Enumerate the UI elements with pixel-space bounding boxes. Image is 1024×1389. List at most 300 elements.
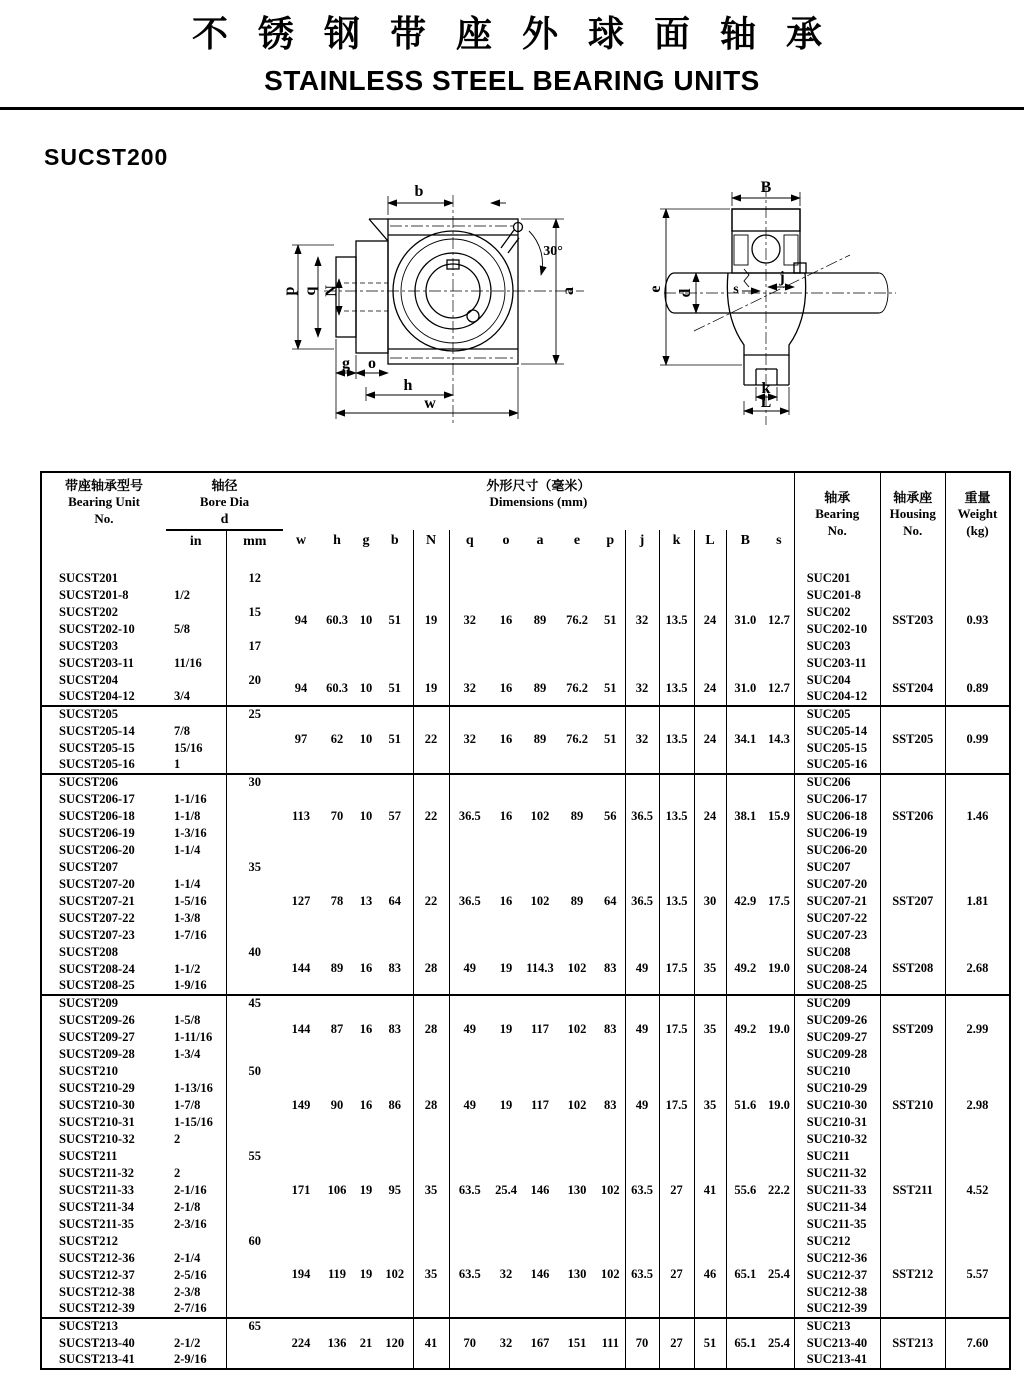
cell-bore-mm <box>226 723 283 740</box>
cell-bore-mm <box>226 825 283 842</box>
cell-bearing-no: SUC210-30 <box>794 1097 880 1114</box>
cell-dim-L: 24 <box>694 774 726 859</box>
cell-dim-q: 49 <box>449 944 490 995</box>
cell-dim-o: 16 <box>499 893 513 908</box>
dim-label-a: a <box>560 287 577 295</box>
cell-bearing-unit-no: SUCST202 <box>59 604 119 619</box>
cell-dim-k: 17.5 <box>659 995 694 1063</box>
cell-dim-e: 76.2 <box>558 706 596 774</box>
cell-dim-L: 41 <box>694 1148 726 1233</box>
dim-label-s: s <box>733 282 739 297</box>
cell-bore-mm: 45 <box>226 995 283 1012</box>
cell-dim-k: 27 <box>659 1318 694 1369</box>
cell-bearing-no: SUC212-36 <box>794 1250 880 1267</box>
subheader-a: a <box>536 533 544 548</box>
cell-bore-in <box>166 995 226 1012</box>
cell-dim-b: 83 <box>377 995 413 1063</box>
cell-bore-in: 2-9/16 <box>174 1352 207 1367</box>
cell-dim-q: 49 <box>463 1021 477 1036</box>
cell-bore-in: 2-7/16 <box>166 1301 226 1318</box>
cell-dim-B: 42.9 <box>734 893 757 908</box>
cell-weight-kg: 0.99 <box>945 706 1010 774</box>
cell-dim-B: 49.2 <box>726 944 764 995</box>
housing-en: Housing <box>889 506 936 522</box>
cell-dim-b: 86 <box>377 1063 413 1148</box>
cell-dim-w: 113 <box>291 809 311 824</box>
subheader-mm: mm <box>226 530 283 570</box>
cell-bearing-unit-no: SUCST205-16 <box>41 757 166 774</box>
cell-bore-in: 1-7/16 <box>174 927 207 942</box>
cell-dim-h: 78 <box>330 893 344 908</box>
grease-fitting <box>501 223 523 254</box>
cell-bore-in <box>166 1233 226 1250</box>
cell-bore-in: 2-1/8 <box>174 1199 201 1214</box>
cell-dim-g: 19 <box>359 1182 373 1197</box>
cell-bearing-unit-no: SUCST211-32 <box>59 1165 135 1180</box>
dim-label-w: w <box>424 395 436 412</box>
cell-bore-in: 1-1/16 <box>174 791 207 806</box>
cell-bore-in: 15/16 <box>174 740 203 755</box>
cell-dim-N: 19 <box>413 570 449 672</box>
cell-dim-h: 62 <box>319 706 355 774</box>
cell-dim-g: 13 <box>359 893 373 908</box>
cell-bearing-unit-no: SUCST213 <box>59 1319 119 1334</box>
cell-bore-in: 1-9/16 <box>166 978 226 995</box>
cell-bearing-no: SUC210-29 <box>794 1080 880 1097</box>
cell-bore-mm <box>226 791 283 808</box>
cell-dim-q: 63.5 <box>458 1182 481 1197</box>
col-header-dimensions <box>283 472 794 530</box>
cell-bearing-unit-no: SUCST209 <box>59 996 119 1011</box>
side-view-drawing <box>644 179 914 431</box>
table-row <box>41 1233 1010 1250</box>
cell-dim-k: 17.5 <box>659 1063 694 1148</box>
cell-bearing-no: SUC211 <box>794 1148 880 1165</box>
cell-bearing-no: SUC209 <box>794 995 880 1012</box>
cell-dim-w: 97 <box>283 706 319 774</box>
cell-dim-g: 21 <box>359 1335 373 1350</box>
cell-dim-b: 51 <box>377 570 413 672</box>
dim-label-p: p <box>281 286 298 296</box>
cell-dim-N: 22 <box>413 774 449 859</box>
cell-bearing-unit-no: SUCST207-22 <box>59 910 135 925</box>
cell-weight-kg: 2.98 <box>966 1097 989 1112</box>
cell-weight-kg: 1.46 <box>966 809 989 824</box>
bore-zh: 轴径 <box>211 478 238 493</box>
cell-bore-mm: 12 <box>226 570 283 587</box>
cell-bearing-no: SUC207-23 <box>794 927 880 944</box>
cell-bearing-unit-no: SUCST207-23 <box>59 927 135 942</box>
cell-dim-e: 130 <box>558 1233 596 1318</box>
cell-dim-q: 36.5 <box>458 809 481 824</box>
cell-dim-o: 19 <box>499 1097 513 1112</box>
cell-dim-a: 146 <box>522 1233 558 1318</box>
cell-dim-p: 51 <box>596 672 625 706</box>
cell-bearing-no: SUC213-41 <box>794 1352 880 1369</box>
cell-dim-N: 28 <box>413 944 449 995</box>
housing-no-lbl: No. <box>903 522 923 538</box>
cell-bearing-unit-no: SUCST207-20 <box>59 876 135 891</box>
cell-bearing-no: SUC208-25 <box>794 978 880 995</box>
cell-bearing-no: SUC201-8 <box>794 587 880 604</box>
cell-bearing-unit-no: SUCST203-11 <box>59 655 135 670</box>
cell-dim-a: 167 <box>530 1335 550 1350</box>
cell-dim-p: 102 <box>596 1148 625 1233</box>
table-row <box>41 570 1010 587</box>
cell-bearing-unit-no: SUCST210-29 <box>59 1080 135 1095</box>
cell-dim-a: 117 <box>530 1097 550 1112</box>
cell-dim-N: 41 <box>413 1318 449 1369</box>
cell-weight-kg: 0.89 <box>945 672 1010 706</box>
cell-bearing-no: SUC210-31 <box>794 1114 880 1131</box>
cell-dim-e: 102 <box>567 1097 587 1112</box>
cell-bearing-unit-no: SUCST203 <box>59 638 119 653</box>
cell-dim-o: 16 <box>499 613 513 628</box>
cell-dim-j: 49 <box>625 995 659 1063</box>
cell-bore-in: 2-5/16 <box>174 1267 207 1282</box>
table-row <box>41 944 1010 961</box>
weight-kg-lbl: (kg) <box>966 522 989 538</box>
cell-weight-kg: 7.60 <box>966 1335 989 1350</box>
cell-bore-mm <box>226 621 283 638</box>
cell-dim-p: 64 <box>596 859 625 944</box>
cell-dim-L: 35 <box>694 1063 726 1148</box>
cell-bore-mm <box>226 740 283 757</box>
cell-bearing-no: SUC209-27 <box>794 1029 880 1046</box>
cell-dim-w: 144 <box>283 944 319 995</box>
cell-dim-q: 63.5 <box>449 1233 490 1318</box>
cell-dim-o: 16 <box>499 809 513 824</box>
table-row <box>41 706 1010 723</box>
cell-bore-in <box>166 859 226 876</box>
dim-label-k: k <box>761 380 771 397</box>
cell-dim-e: 102 <box>558 944 596 995</box>
cell-bore-mm <box>226 1335 283 1352</box>
cell-bore-in: 1-11/16 <box>174 1029 213 1044</box>
cell-bearing-no: SUC212-38 <box>794 1284 880 1301</box>
cell-bore-mm <box>226 757 283 774</box>
front-centerlines <box>324 195 584 425</box>
cell-dim-B: 65.1 <box>734 1335 757 1350</box>
subheader-q: q <box>465 533 474 548</box>
dim-label-h: h <box>403 377 413 394</box>
cell-bearing-no: SUC202-10 <box>794 621 880 638</box>
subheader-s: s <box>764 530 794 570</box>
cell-housing-no: SST209 <box>880 995 945 1063</box>
cell-bearing-unit-no: SUCST211-34 <box>59 1199 135 1214</box>
cell-bearing-no: SUC208 <box>794 944 880 961</box>
side-housing-outline <box>727 273 805 385</box>
front-slider-block <box>336 241 388 353</box>
cell-bearing-unit-no: SUCST205-14 <box>59 723 135 738</box>
cell-dim-s: 14.3 <box>764 706 794 774</box>
bearing-no-lbl: No. <box>827 522 847 538</box>
cell-dim-j: 32 <box>625 672 659 706</box>
cell-dim-h: 87 <box>330 1021 344 1036</box>
cell-dim-k: 13.5 <box>659 706 694 774</box>
cell-weight-kg: 5.57 <box>945 1233 1010 1318</box>
cell-dim-B: 38.1 <box>734 809 757 824</box>
cell-housing-no: SST203 <box>880 570 945 672</box>
col-header-housing-no <box>880 472 945 570</box>
cell-bearing-no: SUC206-20 <box>794 842 880 859</box>
table-row <box>41 859 1010 876</box>
cell-dim-a: 89 <box>522 706 558 774</box>
cell-dim-a: 114.3 <box>522 944 558 995</box>
cell-bore-in: 1-1/8 <box>174 808 201 823</box>
cell-dim-g: 16 <box>355 944 377 995</box>
cell-bearing-no: SUC207-22 <box>794 910 880 927</box>
col-header-weight <box>945 472 1010 570</box>
cell-bore-mm <box>226 587 283 604</box>
table-row <box>41 1148 1010 1165</box>
cell-bearing-no: SUC204-12 <box>794 689 880 706</box>
cell-bore-in: 1-5/8 <box>174 1012 201 1027</box>
cell-housing-no: SST211 <box>880 1148 945 1233</box>
cell-bore-in: 1-7/8 <box>174 1097 201 1112</box>
subheader-in: in <box>189 534 202 549</box>
cell-bore-mm: 17 <box>226 638 283 655</box>
cell-bearing-no: SUC204 <box>794 672 880 689</box>
cell-bearing-no: SUC206 <box>794 774 880 791</box>
cell-bearing-no: SUC209-28 <box>794 1046 880 1063</box>
cell-dim-g: 10 <box>355 706 377 774</box>
cell-bore-in: 1-1/4 <box>174 842 201 857</box>
bearing-zh: 轴承 <box>824 490 851 505</box>
cell-bearing-no: SUC205-16 <box>794 757 880 774</box>
cell-bore-mm <box>226 1131 283 1148</box>
cell-dim-h: 70 <box>330 809 344 824</box>
cell-bore-in: 1 <box>166 757 226 774</box>
cell-housing-no: SST210 <box>880 1063 945 1148</box>
cell-dim-h: 60.3 <box>326 613 348 628</box>
cell-bore-mm <box>226 1080 283 1097</box>
cell-dim-L: 35 <box>694 944 726 995</box>
cell-dim-L: 24 <box>694 672 726 706</box>
weight-zh: 重量 <box>964 490 991 505</box>
cell-dim-s: 19.0 <box>764 995 794 1063</box>
cell-dim-g: 19 <box>355 1233 377 1318</box>
cell-dim-e: 89 <box>570 893 584 908</box>
cell-dim-B: 31.0 <box>726 672 764 706</box>
table-body <box>41 570 1010 1369</box>
side-bearing-section <box>732 209 806 273</box>
cell-dim-L: 24 <box>694 706 726 774</box>
cell-dim-g: 16 <box>359 1021 373 1036</box>
cell-dim-e: 102 <box>567 1021 587 1036</box>
cell-dim-e: 130 <box>567 1182 587 1197</box>
cell-bearing-unit-no: SUCST204-12 <box>41 689 166 706</box>
cell-dim-w: 94 <box>283 672 319 706</box>
col-header-bearing-unit <box>41 472 166 570</box>
bore-d: d <box>220 511 229 527</box>
cell-bore-in: 7/8 <box>174 723 190 738</box>
cell-dim-s: 22.2 <box>764 1148 794 1233</box>
cell-bearing-unit-no: SUCST208-24 <box>59 961 135 976</box>
cell-bearing-no: SUC211-35 <box>794 1216 880 1233</box>
spring-symbol <box>744 269 749 287</box>
cell-bearing-unit-no: SUCST213-40 <box>59 1335 135 1350</box>
cell-dim-g: 10 <box>355 672 377 706</box>
cell-dim-h: 90 <box>330 1097 344 1112</box>
cell-dim-k: 13.5 <box>659 774 694 859</box>
cell-dim-a: 146 <box>530 1182 550 1197</box>
cell-dim-w: 194 <box>283 1233 319 1318</box>
cell-bore-mm: 15 <box>226 604 283 621</box>
cell-bore-mm <box>226 1182 283 1199</box>
cell-bearing-unit-no: SUCST211-33 <box>59 1182 135 1197</box>
cell-dim-L: 46 <box>694 1233 726 1318</box>
cell-dim-j: 32 <box>625 570 659 672</box>
cell-bore-mm <box>226 910 283 927</box>
cell-dim-s: 12.7 <box>764 570 794 672</box>
cell-housing-no: SST208 <box>880 944 945 995</box>
cell-dim-q: 32 <box>463 613 477 628</box>
cell-bearing-unit-no: SUCST208 <box>59 944 119 959</box>
cell-bearing-unit-no: SUCST206 <box>59 775 119 790</box>
cell-dim-o: 19 <box>490 944 522 995</box>
cell-bore-mm: 60 <box>226 1233 283 1250</box>
cell-dim-s: 19.0 <box>764 1063 794 1148</box>
cell-bearing-unit-no: SUCST212-37 <box>59 1267 135 1282</box>
cell-bore-in: 1/2 <box>174 587 190 602</box>
cell-dim-B: 55.6 <box>734 1182 757 1197</box>
bore-en: Bore Dia <box>199 494 250 510</box>
cell-weight-kg: 2.99 <box>966 1021 989 1036</box>
cell-bore-mm <box>226 1012 283 1029</box>
cell-dim-s: 25.4 <box>764 1233 794 1318</box>
col-header-bore-dia <box>166 472 283 530</box>
cell-bearing-unit-no: SUCST204 <box>59 672 119 687</box>
cell-weight-kg: 4.52 <box>966 1182 989 1197</box>
dim-label-B: B <box>760 179 772 196</box>
cell-bore-in <box>166 638 226 655</box>
cell-bore-in <box>166 672 226 689</box>
housing-zh: 轴承座 <box>893 490 933 505</box>
subheader-o: o <box>502 533 510 548</box>
cell-dim-b: 64 <box>377 859 413 944</box>
cell-bearing-no: SUC203-11 <box>794 655 880 672</box>
cell-bearing-no: SUC207-20 <box>794 876 880 893</box>
cell-bore-in <box>166 706 226 723</box>
cell-dim-p: 83 <box>596 995 625 1063</box>
cell-dim-w: 149 <box>291 1097 311 1112</box>
cell-bore-mm: 50 <box>226 1063 283 1080</box>
cell-dim-k: 13.5 <box>659 570 694 672</box>
cell-bearing-unit-no: SUCST210-31 <box>59 1114 135 1129</box>
title-divider <box>0 107 1024 110</box>
cell-bore-mm <box>226 689 283 706</box>
dim-label-q: q <box>302 286 319 296</box>
cell-bearing-unit-no: SUCST209-26 <box>59 1012 135 1027</box>
cell-dim-h: 106 <box>327 1182 347 1197</box>
cell-bearing-unit-no: SUCST206-17 <box>59 791 135 806</box>
cell-bearing-unit-no: SUCST201 <box>59 570 119 585</box>
bearing-unit-en: Bearing Unit <box>68 494 140 510</box>
cell-dim-B: 31.0 <box>734 613 757 628</box>
cell-bore-in: 2 <box>174 1131 181 1146</box>
cell-bore-in: 2-1/4 <box>174 1250 201 1265</box>
dim-label-d: d <box>677 288 694 298</box>
cell-dim-j: 49 <box>625 1063 659 1148</box>
cell-dim-B: 51.6 <box>734 1097 757 1112</box>
cell-bore-mm <box>226 961 283 978</box>
cell-bore-mm <box>226 1352 283 1369</box>
cell-dim-N: 19 <box>413 672 449 706</box>
cell-dim-a: 102 <box>530 893 550 908</box>
cell-dim-g: 16 <box>359 1097 373 1112</box>
set-screw <box>467 310 479 322</box>
cell-bore-mm <box>226 1199 283 1216</box>
cell-housing-no: SST206 <box>880 774 945 859</box>
cell-bore-in: 1-3/4 <box>174 1046 201 1061</box>
cell-bore-in: 1-13/16 <box>174 1080 213 1095</box>
cell-dim-p: 56 <box>596 774 625 859</box>
table-row <box>41 672 1010 689</box>
cell-dim-h: 119 <box>319 1233 355 1318</box>
cell-dim-h: 60.3 <box>319 672 355 706</box>
cell-bearing-no: SUC212-37 <box>794 1267 880 1284</box>
cell-dim-L: 24 <box>694 570 726 672</box>
cell-bore-in: 1-1/4 <box>174 876 201 891</box>
cell-bearing-unit-no: SUCST212-38 <box>59 1284 135 1299</box>
cell-bearing-no: SUC206-19 <box>794 825 880 842</box>
cell-dim-N: 35 <box>413 1148 449 1233</box>
series-label: SUCST200 <box>44 144 169 170</box>
cell-dim-L: 30 <box>694 859 726 944</box>
cell-bearing-unit-no: SUCST208-25 <box>41 978 166 995</box>
cell-bore-mm: 65 <box>226 1318 283 1335</box>
cell-bearing-unit-no: SUCST211 <box>59 1148 118 1163</box>
cell-dim-L: 35 <box>694 995 726 1063</box>
cell-dim-e: 151 <box>567 1335 587 1350</box>
cell-bore-mm <box>226 842 283 859</box>
cell-bore-mm <box>226 655 283 672</box>
cell-bearing-unit-no: SUCST202-10 <box>59 621 135 636</box>
cell-dim-p: 83 <box>596 1063 625 1148</box>
cell-bore-mm <box>226 876 283 893</box>
cell-bore-mm <box>226 1029 283 1046</box>
cell-bore-in: 1-1/2 <box>174 961 201 976</box>
cell-dim-s: 12.7 <box>764 672 794 706</box>
cell-bore-mm: 25 <box>226 706 283 723</box>
cell-bore-in: 3/4 <box>166 689 226 706</box>
cell-dim-q: 70 <box>463 1335 477 1350</box>
cell-dim-g: 10 <box>359 809 373 824</box>
table-row <box>41 774 1010 791</box>
table-row <box>41 995 1010 1012</box>
cell-bore-in <box>166 944 226 961</box>
cell-bearing-no: SUC207 <box>794 859 880 876</box>
cell-dim-b: 120 <box>377 1318 413 1369</box>
cell-dim-N: 22 <box>413 706 449 774</box>
cell-bearing-unit-no: SUCST209-27 <box>59 1029 135 1044</box>
dim-label-angle: 30° <box>543 244 563 259</box>
cell-bearing-no: SUC205 <box>794 706 880 723</box>
dim-label-o: o <box>368 355 376 372</box>
cell-bearing-unit-no: SUCST212-36 <box>59 1250 135 1265</box>
cell-bore-mm <box>226 1250 283 1267</box>
subheader-g: g <box>362 533 370 548</box>
cell-dim-p: 111 <box>596 1318 625 1369</box>
dims-zh: 外形尺寸（毫米） <box>486 478 591 493</box>
cell-dim-N: 35 <box>413 1233 449 1318</box>
cell-bore-in <box>166 1318 226 1335</box>
cell-dim-k: 27 <box>659 1233 694 1318</box>
cell-dim-j: 63.5 <box>625 1233 659 1318</box>
cell-dim-a: 89 <box>533 613 547 628</box>
cell-dim-p: 51 <box>596 706 625 774</box>
